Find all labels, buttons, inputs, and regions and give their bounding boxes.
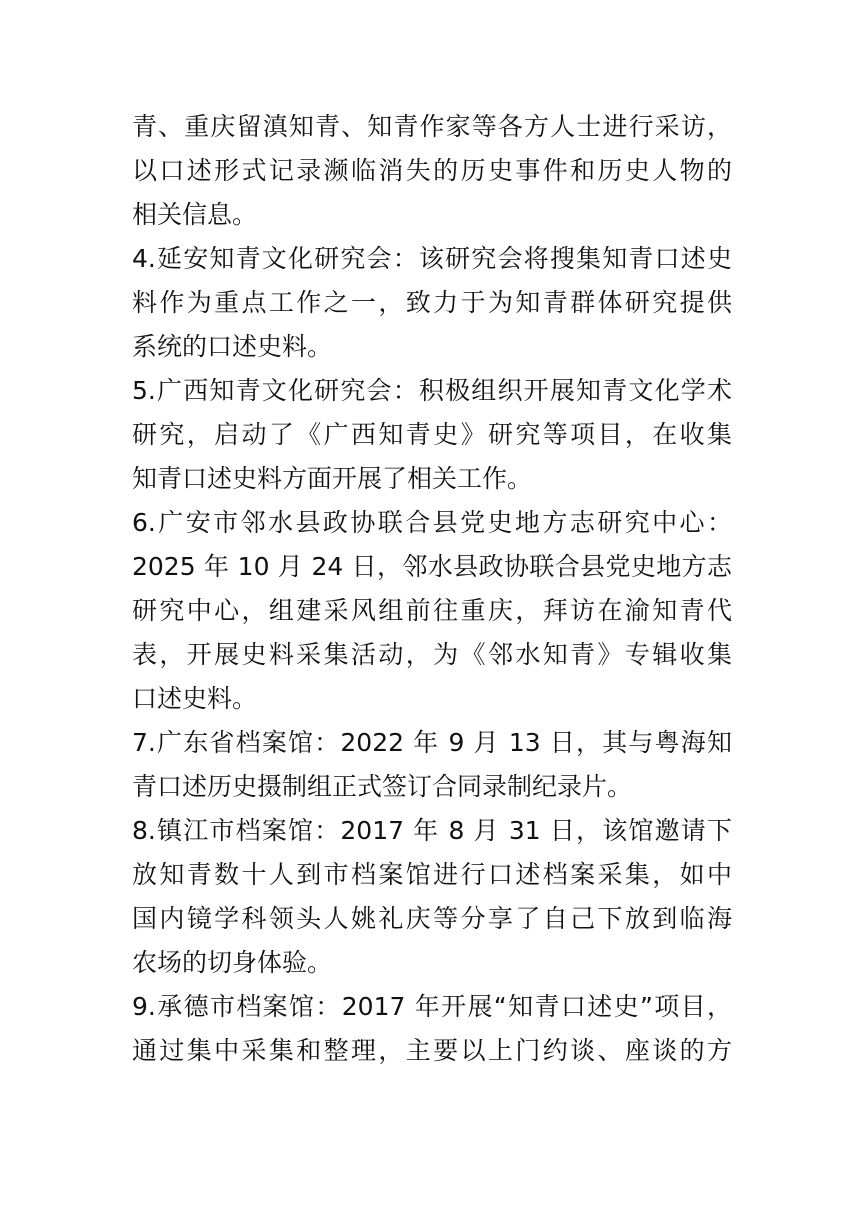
text-line: 以口述形式记录濒临消失的历史事件和历史人物的	[132, 156, 732, 185]
text-line: 4.延安知青文化研究会：该研究会将搜集知青口述史	[132, 244, 732, 273]
text-line: 2025 年 10 月 24 日，邻水县政协联合县党史地方志	[132, 552, 732, 581]
text-line: 9.承德市档案馆：2017 年开展“知青口述史”项目，	[132, 992, 732, 1021]
text-line: 料作为重点工作之一，致力于为知青群体研究提供	[132, 288, 732, 317]
text-line: 通过集中采集和整理，主要以上门约谈、座谈的方	[132, 1036, 732, 1065]
text-line: 7.广东省档案馆：2022 年 9 月 13 日，其与粤海知	[132, 728, 732, 757]
text-line: 知青口述史料方面开展了相关工作。	[132, 464, 533, 493]
text-line: 青口述历史摄制组正式签订合同录制纪录片。	[132, 772, 633, 801]
document-body	[132, 105, 732, 1073]
text-line: 系统的口述史料。	[132, 332, 333, 361]
text-line: 农场的切身体验。	[132, 948, 333, 977]
text-line: 8.镇江市档案馆：2017 年 8 月 31 日，该馆邀请下	[132, 816, 732, 845]
text-line: 表，开展史料采集活动，为《邻水知青》专辑收集	[132, 640, 732, 669]
text-line: 研究，启动了《广西知青史》研究等项目，在收集	[132, 420, 732, 449]
text-line: 6.广安市邻水县政协联合县党史地方志研究中心：	[132, 508, 732, 537]
text-line: 相关信息。	[132, 200, 258, 229]
text-line: 国内镜学科领头人姚礼庆等分享了自己下放到临海	[132, 904, 732, 933]
text-line: 5.广西知青文化研究会：积极组织开展知青文化学术	[132, 376, 732, 405]
text-line: 研究中心，组建采风组前往重庆，拜访在渝知青代	[132, 596, 732, 625]
text-line: 青、重庆留滇知青、知青作家等各方人士进行采访，	[132, 112, 732, 141]
text-line: 放知青数十人到市档案馆进行口述档案采集，如中	[132, 860, 732, 889]
text-line: 口述史料。	[132, 684, 258, 713]
